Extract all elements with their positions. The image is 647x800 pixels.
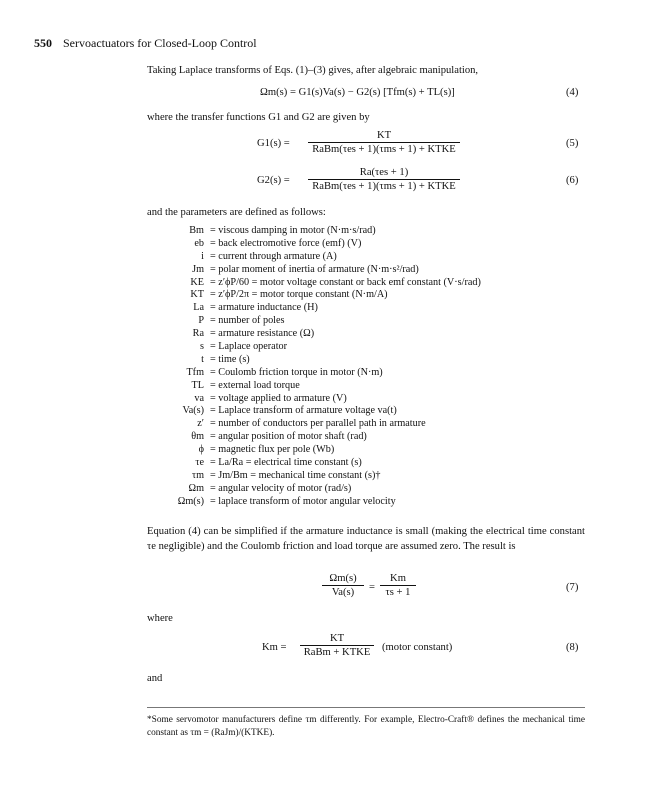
equation-number-4: (4) xyxy=(566,87,579,98)
definition-row xyxy=(147,470,587,483)
definition-row xyxy=(147,418,587,431)
page-number: 550 xyxy=(34,36,52,50)
definition-symbol: τm xyxy=(191,469,204,481)
equation-7-lhs-numerator: Ωm(s) xyxy=(329,573,357,584)
equation-7-lhs-fraction xyxy=(322,573,364,598)
definition-symbol: Ra xyxy=(192,328,204,340)
definition-text: = Laplace transform of armature voltage va(t) xyxy=(210,405,397,417)
definition-row xyxy=(147,354,587,367)
definition-symbol: Ωm(s) xyxy=(177,495,204,507)
definition-symbol: τe xyxy=(195,457,204,469)
definition-text: = number of conductors per parallel path in armature xyxy=(210,418,426,430)
equation-7-rhs-fraction xyxy=(380,573,416,598)
equation-5-lhs: G1(s) = xyxy=(257,138,290,149)
intro-paragraph: Taking Laplace transforms of Eqs. (1)–(3) gives, after algebraic manipulation, xyxy=(147,65,479,76)
definition-text: = armature resistance (Ω) xyxy=(210,328,315,340)
equation-8-note: (motor constant) xyxy=(382,642,453,653)
equation-number-8: (8) xyxy=(566,642,579,653)
equation-8-lhs: Km = xyxy=(262,642,287,653)
equation-6-denominator: RaBm(τes + 1)(τms + 1) + KTKE xyxy=(308,179,460,192)
definition-symbol: Bm xyxy=(189,225,204,236)
definition-row xyxy=(147,444,587,457)
definition-symbol: TL xyxy=(191,379,204,391)
equation-6-numerator: Ra(τes + 1) xyxy=(359,167,409,178)
equation-5-denominator: RaBm(τes + 1)(τms + 1) + KTKE xyxy=(308,142,460,155)
definition-row xyxy=(147,367,587,380)
definition-text: = back electromotive force (emf) (V) xyxy=(210,237,362,249)
definition-symbol: t xyxy=(201,353,204,365)
definition-row xyxy=(147,238,587,251)
page-header xyxy=(34,36,257,51)
definition-row xyxy=(147,315,587,328)
equation-8-fraction xyxy=(300,633,374,658)
definition-symbol: z′ xyxy=(197,418,204,430)
definition-text: = La/Ra = electrical time constant (s) xyxy=(210,457,362,469)
definition-symbol: KE xyxy=(190,276,204,288)
definition-text: = voltage applied to armature (V) xyxy=(210,392,347,404)
definition-symbol: KT xyxy=(190,289,204,301)
definition-symbol: ϕ xyxy=(198,444,204,456)
definition-row xyxy=(147,251,587,264)
definition-symbol: Va(s) xyxy=(182,405,204,417)
definition-row xyxy=(147,457,587,470)
equation-5-numerator: KT xyxy=(376,130,392,141)
definition-text: = Laplace operator xyxy=(210,341,288,353)
equation-5-fraction xyxy=(308,130,460,155)
definition-text: = laplace transform of motor angular velocity xyxy=(210,495,396,507)
definition-row xyxy=(147,405,587,418)
definition-text: = angular position of motor shaft (rad) xyxy=(210,431,367,443)
definition-symbol: θm xyxy=(191,431,204,443)
footnote: *Some servomotor manufacturers define τm differently. For example, Electro-Craft® defines the mechanical time constant as τm = (RaJm)/(KTKE). xyxy=(147,715,585,738)
definition-text: = time (s) xyxy=(210,353,250,365)
equation-7-lhs-denominator: Va(s) xyxy=(322,585,364,598)
equation-4: Ωm(s) = G1(s)Va(s) − G2(s) [Tfm(s) + TL(s)] xyxy=(260,87,455,98)
equation-8-denominator: RaBm + KTKE xyxy=(300,645,374,658)
definition-symbol: s xyxy=(200,341,204,353)
and-label: and xyxy=(147,673,163,684)
parameter-definitions xyxy=(147,225,587,509)
definition-text: = external load torque xyxy=(210,379,300,391)
definition-row xyxy=(147,483,587,496)
definition-row xyxy=(147,380,587,393)
definition-text: = magnetic flux per pole (Wb) xyxy=(210,444,335,456)
definition-row xyxy=(147,496,587,509)
equation-7-rhs-denominator: τs + 1 xyxy=(380,585,416,598)
definition-symbol: P xyxy=(198,315,204,327)
simplification-paragraph: Equation (4) can be simplified if the armature inductance is small (making the electrical time constant τe negligible) and the Coulomb friction and load torque are assumed zero. The result is xyxy=(147,526,585,552)
equation-number-5: (5) xyxy=(566,138,579,149)
equation-8-numerator: KT xyxy=(329,633,345,644)
definition-text: = angular velocity of motor (rad/s) xyxy=(210,482,352,494)
definition-row xyxy=(147,264,587,277)
equation-number-7: (7) xyxy=(566,582,579,593)
definition-text: = Jm/Bm = mechanical time constant (s)† xyxy=(210,469,381,481)
definition-text: = number of poles xyxy=(210,315,285,327)
definition-symbol: Tfm xyxy=(186,366,204,378)
definition-symbol: va xyxy=(194,392,204,404)
equation-6-fraction xyxy=(308,167,460,192)
footnote-divider xyxy=(147,707,585,708)
definition-row xyxy=(147,225,587,238)
definition-symbol: La xyxy=(193,302,204,314)
definition-symbol: Jm xyxy=(192,263,204,275)
definition-symbol: i xyxy=(201,250,204,262)
definition-text: = polar moment of inertia of armature (N·m·s²/rad) xyxy=(210,263,419,275)
definition-text: = z′ϕP/60 = motor voltage constant or back emf constant (V·s/rad) xyxy=(210,276,481,288)
definition-text: = z′ϕP/2π = motor torque constant (N·m/A) xyxy=(210,289,388,301)
definition-row xyxy=(147,328,587,341)
definition-row xyxy=(147,341,587,354)
equation-6-lhs: G2(s) = xyxy=(257,175,290,186)
equation-7-equals: = xyxy=(369,582,375,593)
definition-text: = current through armature (A) xyxy=(210,250,337,262)
equation-number-6: (6) xyxy=(566,175,579,186)
parameters-intro: and the parameters are defined as follows: xyxy=(147,207,326,218)
definition-row xyxy=(147,277,587,290)
definition-symbol: eb xyxy=(194,237,204,249)
definition-text: = Coulomb friction torque in motor (N·m) xyxy=(210,366,383,378)
where-label: where xyxy=(147,613,173,624)
definition-row xyxy=(147,431,587,444)
definition-row xyxy=(147,289,587,302)
definition-symbol: Ωm xyxy=(188,482,204,494)
definition-text: = viscous damping in motor (N·m·s/rad) xyxy=(210,225,376,236)
definition-row xyxy=(147,302,587,315)
definition-row xyxy=(147,393,587,406)
definition-text: = armature inductance (H) xyxy=(210,302,318,314)
equation-7-rhs-numerator: Km xyxy=(390,573,406,584)
running-title: Servoactuators for Closed-Loop Control xyxy=(63,36,257,50)
transfer-function-intro: where the transfer functions G1 and G2 are given by xyxy=(147,112,370,123)
